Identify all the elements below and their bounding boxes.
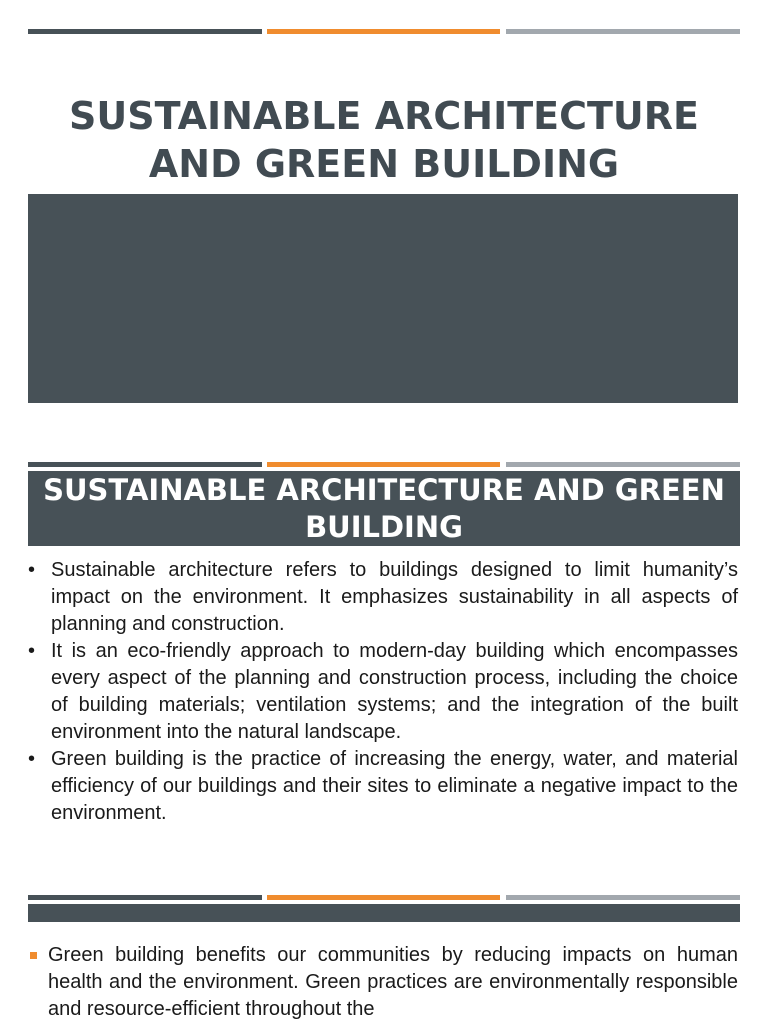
list-item	[28, 638, 738, 746]
list-item	[28, 557, 738, 638]
accent-stripe-orange	[267, 895, 500, 900]
accent-stripe-dark	[28, 462, 262, 467]
accent-stripe-gray	[506, 29, 740, 34]
accent-stripe-orange	[267, 462, 500, 467]
bullet-text: Sustainable architecture refers to buildings designed to limit humanity’s impact on the environment. It emphasizes sustainability in all aspects of planning and construction.	[51, 559, 738, 635]
list-item	[28, 746, 738, 827]
slide3-bullet-list	[28, 942, 738, 1023]
slide2-accent-stripes	[28, 462, 740, 467]
slide1-dark-panel	[28, 194, 738, 403]
bullet-text: Green building is the practice of increasing the energy, water, and material efficiency of our buildings and their sites to eliminate a negative impact to the environment.	[51, 748, 738, 824]
bullet-dot-icon: •	[28, 748, 36, 770]
slide2-title: SUSTAINABLE ARCHITECTURE AND GREEN BUILDING	[43, 472, 725, 544]
slide1-title: SUSTAINABLE ARCHITECTURE AND GREEN BUILDING	[69, 94, 699, 186]
slide2-title-banner	[28, 471, 740, 546]
bullet-text: It is an eco-friendly approach to modern-day building which encompasses every aspect of the planning and construction process, including the choice of building materials; ventilation systems; and the integration of the built environment into the natural landscape.	[51, 640, 738, 743]
bullet-text: Green building benefits our communities by reducing impacts on human health and the environment. Green practices are environmentally responsible and resource-efficient throughout the	[48, 944, 738, 1020]
accent-stripe-gray	[506, 895, 740, 900]
bullet-dot-icon: •	[28, 640, 36, 662]
accent-stripe-orange	[267, 29, 500, 34]
list-item	[28, 942, 738, 1023]
square-bullet-icon	[30, 952, 37, 959]
slide3-accent-stripes	[28, 895, 740, 900]
slide2-bullet-list	[28, 557, 738, 827]
slide1-accent-stripes	[28, 29, 740, 34]
accent-stripe-gray	[506, 462, 740, 467]
accent-stripe-dark	[28, 895, 262, 900]
bullet-dot-icon: •	[28, 559, 36, 581]
accent-stripe-dark	[28, 29, 262, 34]
slide3-title-banner	[28, 904, 740, 922]
